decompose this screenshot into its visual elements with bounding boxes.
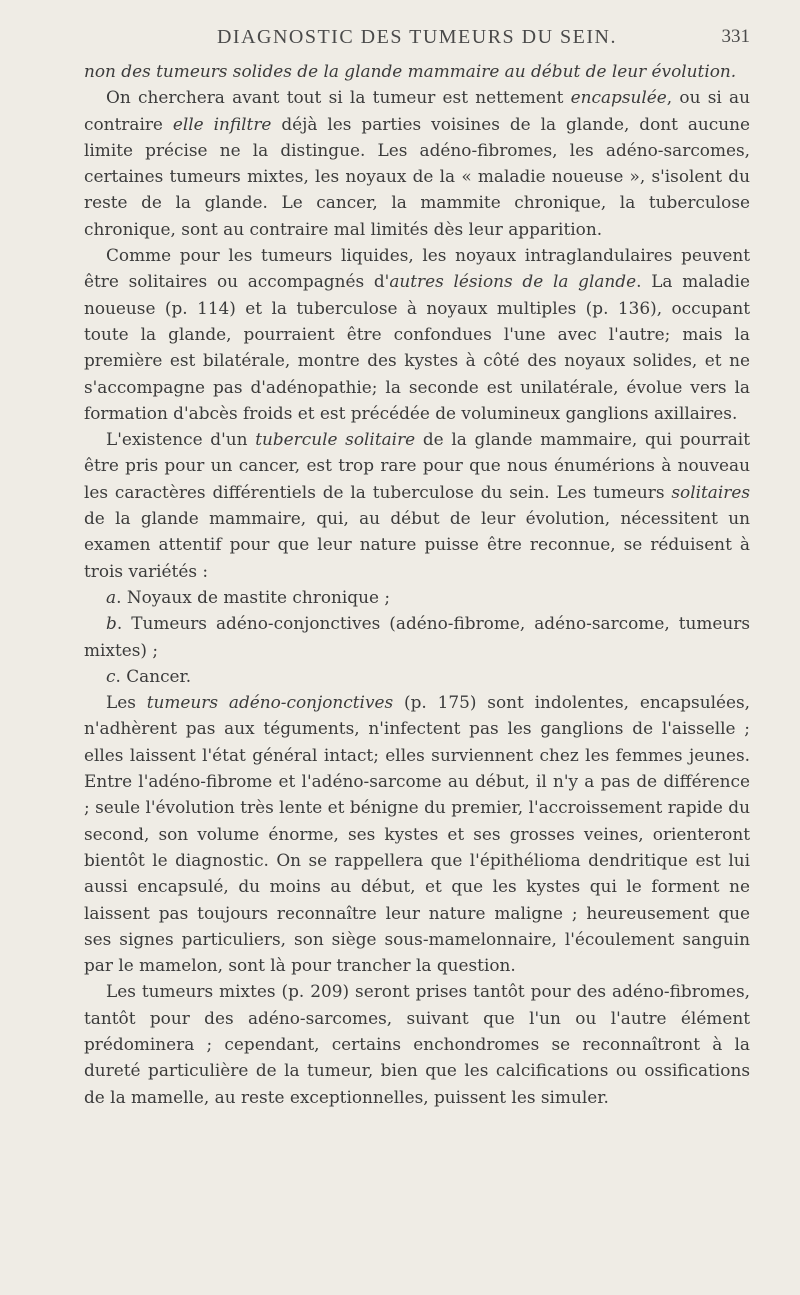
list-item-c [84,663,750,689]
italic-term: tumeurs adéno-conjonctives [146,692,394,713]
italic-term: autres lésions de la glande [389,271,637,292]
running-head-title: DIAGNOSTIC DES TUMEURS DU SEIN. [216,26,618,48]
list-letter: b [106,613,117,634]
paragraph-mixed-tumours [84,978,750,1109]
text-run: de la glande mammaire, qui pourrait être pris pour un cancer, est trop rare pour que nous énumérions à nouveau les caractères différentiels de la tuberculose du sein. Les tumeurs [84,429,751,502]
text-run: . La maladie noueuse (p. 114) et la tuberculose à noyaux multiples (p. 136), occupant toute la glande, pourraient être confondues l'une avec l'autre; mais la première est bilatérale, montre des kystes à côté des noyaux solides, et ne s'accompagne pas d'adénopathie; la seconde est unilatérale, évolue vers la formation d'abcès froids et est précédée de volumineux ganglions axillaires. [84,271,750,423]
italic-term: elle infiltre [172,113,272,134]
body-text [84,58,750,1110]
italic-term: solitaires [671,481,750,502]
paragraph-continuation [84,58,750,84]
text-run: déjà les parties voisines de la glande, dont aucune limite précise ne la distingue. Les adéno-fibromes, les adéno-sarcomes, certaines tumeurs mixtes, les noyaux de la « maladie noueuse », s'isolent du reste de la glande. Le cancer, la mammite chronique, la tuberculose chronique, sont au contraire mal limités dès leur apparition. [84,113,750,239]
list-item-a [84,584,750,610]
list-letter: a [106,586,117,607]
text-run: de la glande mammaire, qui, au début de leur évolution, nécessitent un examen attentif pour que leur nature puisse être reconnue, se réduisent à trois variétés : [84,508,750,581]
paragraph-encapsulation [84,84,750,242]
text-run: , ou si au contraire [84,87,750,134]
italic-term: encapsulée [570,87,667,108]
text-run: Les [106,692,147,713]
italic-phrase: non des tumeurs solides de la glande mammaire au début de leur évolution. [84,61,737,81]
paragraph-solitary-tubercle [84,426,750,584]
italic-term: tubercule solitaire [255,429,416,450]
list-item-b [84,610,750,663]
text-run: Comme pour les tumeurs liquides, les noyaux intraglandulaires peuvent être solitaires ou accompagnés d' [84,245,750,292]
list-text: . Tumeurs adéno-conjonctives (adéno-fibrome, adéno-sarcome, tumeurs mixtes) ; [84,613,750,660]
page-number: 331 [721,26,750,47]
list-text: . Cancer. [115,665,192,686]
running-head [84,0,750,58]
text-run: Les tumeurs mixtes (p. 209) seront prises tantôt pour des adéno-fibromes, tantôt pour des adéno-sarcomes, suivant que l'un ou l'autre élément prédominera ; cependant, certains enchondromes se reconnaîtront à la dureté particulière de la tumeur, bien que les calcifications ou ossifications de la mamelle, au reste exceptionnelles, puissent les simuler. [84,981,750,1107]
text-run: On cherchera avant tout si la tumeur est nettement [106,87,571,108]
paragraph-adeno-conjunctive [84,689,750,978]
paragraph-associated-lesions [84,242,750,426]
list-letter: c [106,665,116,686]
text-run: L'existence d'un [106,429,256,450]
list-text: . Noyaux de mastite chronique ; [116,586,391,607]
text-run: (p. 175) sont indolentes, encapsulées, n'adhèrent pas aux téguments, n'infectent pas les ganglions de l'aisselle ; elles laissent l'état général intact; elles surviennent chez les femmes jeunes. Entre l'adéno-fibrome et l'adéno-sarcome au début, il n'y a pas de différence ; seule l'évolution très lente et bénigne du premier, l'accroissement rapide du second, son volume énorme, ses kystes et ses grosses veines, orienteront bientôt le diagnostic. On se rappellera que l'épithélioma dendritique est lui aussi encapsulé, du moins au début, et que les kystes qui le forment ne laissent pas toujours reconnaître leur nature maligne ; heureusement que ses signes particuliers, son siège sous-mamelonnaire, l'écoulement sanguin par le mamelon, sont là pour trancher la question. [84,692,751,976]
